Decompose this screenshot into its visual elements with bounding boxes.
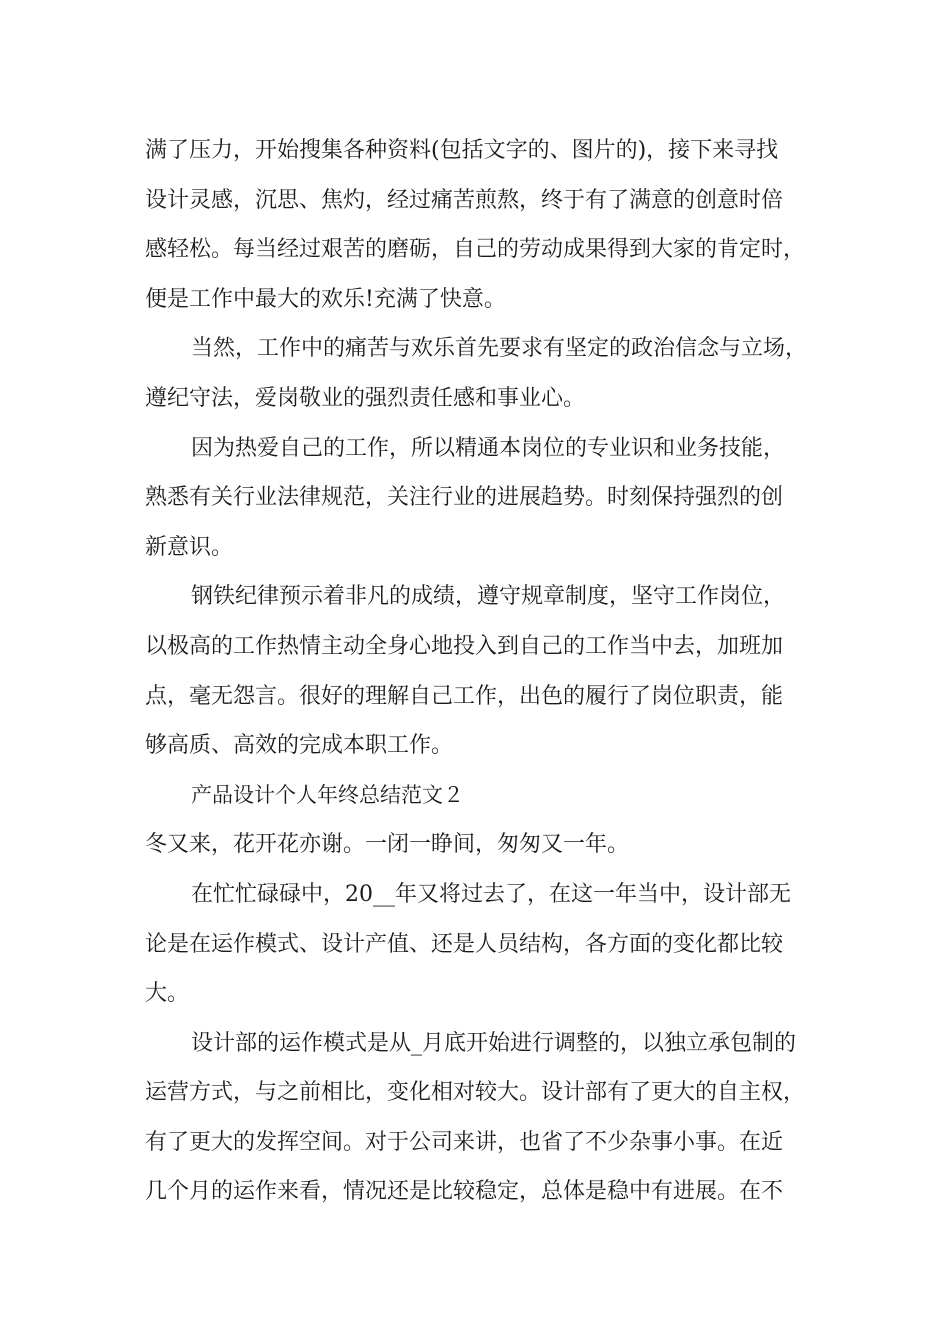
text-line: 遵纪守法，爱岗敬业的强烈责任感和事业心。	[145, 385, 586, 411]
document-body	[145, 126, 825, 1217]
text-line: 熟悉有关行业法律规范，关注行业的进展趋势。时刻保持强烈的创	[145, 485, 784, 511]
text-line: 够高质、高效的完成本职工作。	[145, 733, 454, 759]
text-line: 便是工作中最大的欢乐!充满了快意。	[145, 286, 506, 312]
paragraph	[145, 572, 825, 770]
text-line: 感轻松。每当经过艰苦的磨砺，自己的劳动成果得到大家的肯定时，	[145, 237, 806, 263]
text-line: 论是在运作模式、设计产值、还是人员结构，各方面的变化都比较	[145, 931, 784, 957]
paragraph	[145, 126, 825, 324]
text-line: 冬又来，花开花亦谢。一闭一睁间，匆匆又一年。	[145, 832, 630, 858]
text-line: 钢铁纪律预示着非凡的成绩，遵守规章制度，坚守工作岗位，	[191, 584, 786, 610]
text-line: 设计灵感，沉思、焦灼，经过痛苦煎熬，终于有了满意的创意时倍	[145, 187, 784, 213]
paragraph	[145, 870, 825, 1019]
text-line: 大。	[145, 981, 190, 1007]
text-line: 有了更大的发挥空间。对于公司来讲，也省了不少杂事小事。在近	[145, 1129, 784, 1155]
paragraph	[145, 324, 825, 423]
section-heading	[145, 771, 825, 821]
paragraph	[145, 1019, 825, 1217]
text-line: 运营方式，与之前相比，变化相对较大。设计部有了更大的自主权，	[145, 1080, 806, 1106]
text-line: 产品设计个人年终总结范文２	[191, 782, 464, 807]
paragraph	[145, 424, 825, 573]
text-line: 以极高的工作热情主动全身心地投入到自己的工作当中去，加班加	[145, 633, 784, 659]
text-line: 新意识。	[145, 534, 234, 560]
paragraph	[145, 820, 825, 870]
text-line: 几个月的运作来看，情况还是比较稳定，总体是稳中有进展。在不	[145, 1179, 784, 1205]
text-line: 因为热爱自己的工作，所以精通本岗位的专业识和业务技能，	[191, 435, 786, 461]
text-line: 在忙忙碌碌中，20__年又将过去了，在这一年当中，设计部无	[191, 881, 791, 907]
text-line: 当然，工作中的痛苦与欢乐首先要求有坚定的政治信念与立场，	[191, 336, 808, 362]
text-line: 设计部的运作模式是从_月底开始进行调整的，以独立承包制的	[191, 1030, 797, 1056]
text-line: 点，毫无怨言。很好的理解自己工作，出色的履行了岗位职责，能	[145, 683, 784, 709]
text-line: 满了压力，开始搜集各种资料(包括文字的、图片的)，接下来寻找	[145, 138, 779, 163]
